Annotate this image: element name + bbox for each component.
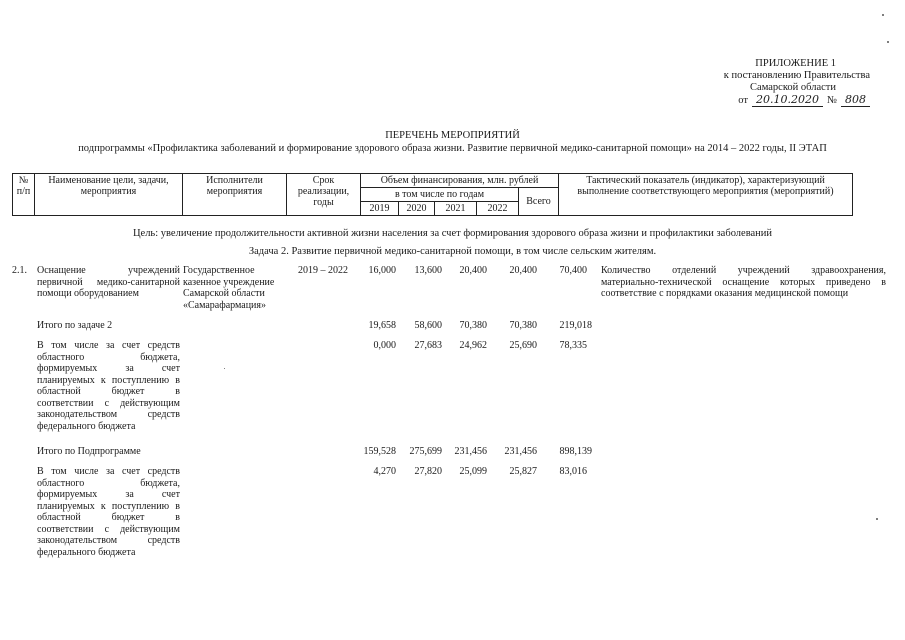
order-line xyxy=(680,94,870,107)
row-name: Оснащение учреждений первичной медико-санитарной помощи оборудованием xyxy=(37,265,180,299)
header-year-2022: 2022 xyxy=(477,202,519,216)
row-total: 78,335 xyxy=(559,340,587,351)
date-prefix: от xyxy=(738,95,748,106)
header-funding: Объем финансирования, млн. рублей xyxy=(361,174,559,188)
appendix-title: ПРИЛОЖЕНИЕ 1 xyxy=(755,58,836,69)
row-period: 2019 – 2022 xyxy=(298,265,348,276)
appendix-header xyxy=(680,58,870,107)
row-2019: 4,270 xyxy=(373,466,396,477)
table-header xyxy=(12,173,853,216)
row-2020: 275,699 xyxy=(409,446,442,457)
row-2021: 24,962 xyxy=(459,340,487,351)
row-2022: 70,380 xyxy=(509,320,537,331)
row-2022: 25,827 xyxy=(509,466,537,477)
appendix-line-1: к постановлению Правительства xyxy=(723,70,870,81)
row-name: В том числе за счет средств областного бюджета, формируемых за счет планируемых к поступлению в областной бюджет в соответствии с действующим законодательством средств федерального бюджета xyxy=(37,466,180,558)
row-2022: 231,456 xyxy=(504,446,537,457)
header-executors: Исполнители мероприятия xyxy=(183,174,287,216)
header-year-2021: 2021 xyxy=(435,202,477,216)
row-2021: 20,400 xyxy=(459,265,487,276)
row-total: 219,018 xyxy=(559,320,592,331)
row-name: В том числе за счет средств областного бюджета, формируемых за счет планируемых к поступлению в областной бюджет в соответствии с действующим законодательством средств федерального бюджета xyxy=(37,340,180,432)
document-title: ПЕРЕЧЕНЬ МЕРОПРИЯТИЙ xyxy=(385,130,520,141)
row-name: Итого по задаче 2 xyxy=(37,320,113,331)
row-2019: 0,000 xyxy=(373,340,396,351)
row-total: 83,016 xyxy=(559,466,587,477)
row-2020: 58,600 xyxy=(414,320,442,331)
row-name: Итого по Подпрограмме xyxy=(37,446,141,457)
scan-speck xyxy=(224,368,225,369)
header-year-2020: 2020 xyxy=(399,202,435,216)
row-2022: 25,690 xyxy=(509,340,537,351)
row-2020: 13,600 xyxy=(414,265,442,276)
row-2021: 231,456 xyxy=(454,446,487,457)
row-indicator: Количество отделений учреждений здравоохранения, материально-технической оснащение которых приведено в соответствие с порядками оказания медицинской помощи xyxy=(601,265,886,299)
row-number: 2.1. xyxy=(12,265,27,276)
row-2019: 16,000 xyxy=(368,265,396,276)
header-year-2019: 2019 xyxy=(361,202,399,216)
scan-speck xyxy=(887,41,889,43)
number-prefix: № xyxy=(826,95,837,106)
scan-speck xyxy=(882,14,884,16)
header-indicator: Тактический показатель (индикатор), характеризующий выполнение соответствующего мероприятия (мероприятий) xyxy=(559,174,853,216)
row-2022: 20,400 xyxy=(509,265,537,276)
task-line: Задача 2. Развитие первичной медико-санитарной помощи, в том числе сельским жителям. xyxy=(248,246,657,257)
order-date: 20.10.2020 xyxy=(752,94,823,107)
header-name: Наименование цели, задачи, мероприятия xyxy=(35,174,183,216)
row-2020: 27,683 xyxy=(414,340,442,351)
row-2021: 25,099 xyxy=(459,466,487,477)
row-2020: 27,820 xyxy=(414,466,442,477)
row-total: 70,400 xyxy=(559,265,587,276)
header-period: Срок реализации, годы xyxy=(287,174,361,216)
scan-speck xyxy=(876,518,878,520)
goal-line: Цель: увеличение продолжительности активной жизни населения за счет формирования здорового образа жизни и профилактики заболеваний xyxy=(132,228,773,239)
row-2021: 70,380 xyxy=(459,320,487,331)
row-2019: 159,528 xyxy=(363,446,396,457)
header-num: № п/п xyxy=(13,174,35,216)
order-number: 808 xyxy=(841,94,870,107)
row-total: 898,139 xyxy=(559,446,592,457)
document-subtitle: подпрограммы «Профилактика заболеваний и формирование здорового образа жизни. Развитие первичной медико-санитарной помощи» на 2014 – 2022 годы, II ЭТАП xyxy=(78,143,827,154)
header-by-years: в том числе по годам xyxy=(361,188,519,202)
row-2019: 19,658 xyxy=(368,320,396,331)
appendix-line-2: Самарской области xyxy=(750,82,836,93)
header-total: Всего xyxy=(519,188,559,216)
row-executor: Государственное казенное учреждение Самарской области «Самарафармация» xyxy=(183,265,275,311)
